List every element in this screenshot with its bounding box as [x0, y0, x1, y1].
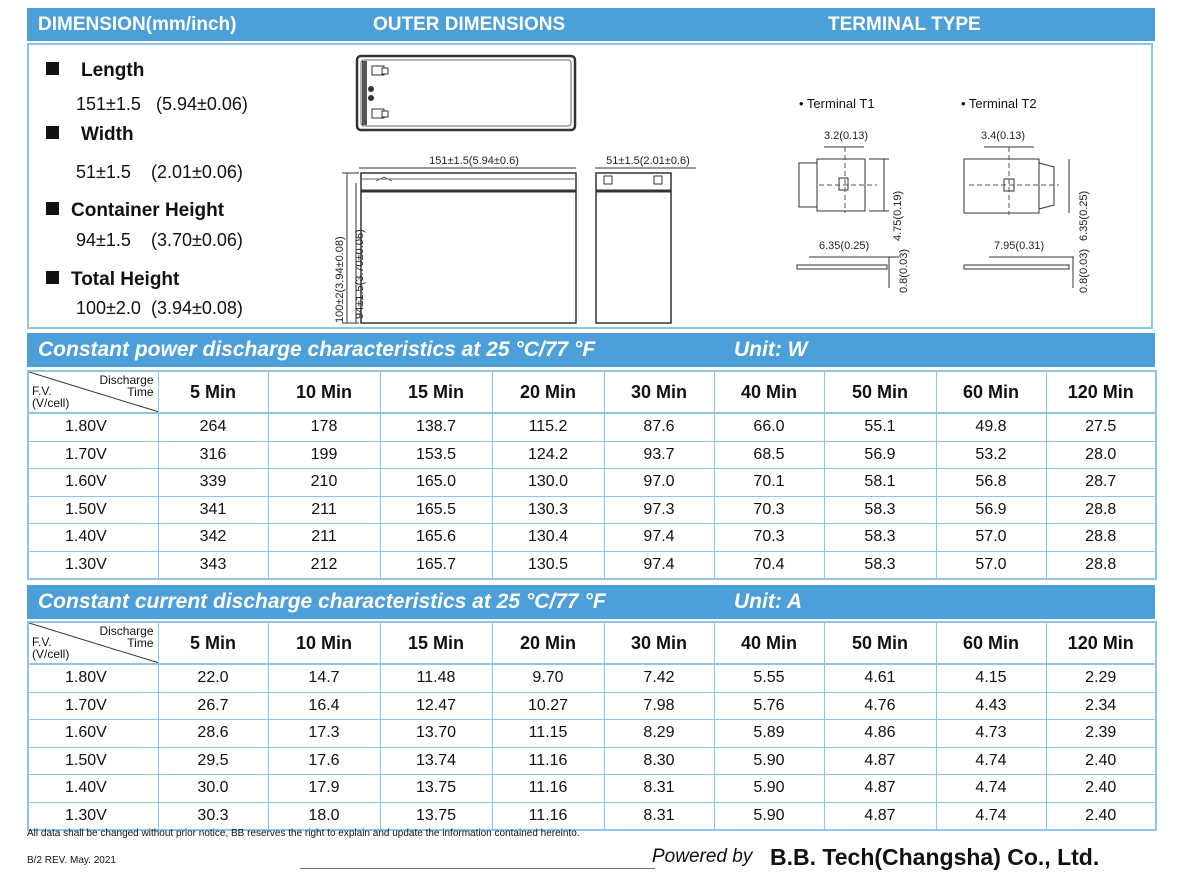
total-height-dimension-label: 100±2(3.94±0.08) [334, 236, 346, 323]
corner-vcell-label: (V/cell) [32, 396, 70, 410]
value-cell: 342 [158, 524, 268, 552]
value-cell: 87.6 [604, 413, 714, 441]
value-cell: 211 [268, 524, 380, 552]
bullet-square-icon [46, 202, 59, 215]
value-cell: 28.0 [1046, 441, 1156, 469]
value-cell: 58.1 [824, 469, 936, 497]
value-cell: 341 [158, 496, 268, 524]
value-cell: 11.15 [492, 720, 604, 748]
bullet-square-icon [46, 271, 59, 284]
table-row [28, 413, 1156, 441]
value-cell: 343 [158, 551, 268, 579]
power-table-title: Constant power discharge characteristics at 25 °C/77 °F [38, 338, 596, 361]
value-cell: 17.6 [268, 747, 380, 775]
value-cell: 70.3 [714, 524, 824, 552]
value-cell: 70.1 [714, 469, 824, 497]
value-cell: 130.5 [492, 551, 604, 579]
value-cell: 7.42 [604, 664, 714, 692]
dim-total-height-value: 100±2.0 (3.94±0.08) [76, 298, 243, 318]
value-cell: 7.98 [604, 692, 714, 720]
corner-discharge-label: Discharge [99, 373, 154, 387]
value-cell: 165.7 [380, 551, 492, 579]
corner-time-label: Time [127, 385, 154, 399]
value-cell: 8.31 [604, 802, 714, 830]
table-row [28, 692, 1156, 720]
fv-cell: 1.50V [28, 496, 158, 524]
corner-fv-label: F.V. [32, 384, 52, 398]
column-header: 30 Min [604, 371, 714, 413]
value-cell: 26.7 [158, 692, 268, 720]
value-cell: 8.30 [604, 747, 714, 775]
fv-cell: 1.40V [28, 524, 158, 552]
value-cell: 57.0 [936, 524, 1046, 552]
dim-total-height-label: Total Height [46, 269, 179, 291]
value-cell: 58.3 [824, 551, 936, 579]
value-cell: 17.3 [268, 720, 380, 748]
battery-front-side-drawing [314, 153, 704, 327]
value-cell: 30.3 [158, 802, 268, 830]
footer-divider [300, 868, 655, 869]
value-cell: 28.6 [158, 720, 268, 748]
t2-width-label: 3.4(0.13) [981, 130, 1026, 142]
value-cell: 18.0 [268, 802, 380, 830]
value-cell: 4.74 [936, 747, 1046, 775]
battery-top-view-drawing [354, 53, 579, 135]
value-cell: 28.7 [1046, 469, 1156, 497]
column-header: 40 Min [714, 622, 824, 664]
value-cell: 13.74 [380, 747, 492, 775]
length-dimension-label: 151±1.5(5.94±0.6) [429, 155, 519, 167]
value-cell: 53.2 [936, 441, 1046, 469]
table-row [28, 496, 1156, 524]
value-cell: 58.3 [824, 496, 936, 524]
value-cell: 58.3 [824, 524, 936, 552]
column-header: 5 Min [158, 371, 268, 413]
footer-notice: All data shall be changed without prior notice, BB reserves the right to explain and update the information contained hereinto. [27, 828, 580, 839]
power-discharge-section-title [27, 333, 1155, 367]
t1-length-label: 6.35(0.25) [819, 240, 870, 252]
value-cell: 27.5 [1046, 413, 1156, 441]
value-cell: 165.6 [380, 524, 492, 552]
column-header: 60 Min [936, 622, 1046, 664]
value-cell: 4.86 [824, 720, 936, 748]
corner-time-label: Time [127, 636, 154, 650]
value-cell: 93.7 [604, 441, 714, 469]
value-cell: 30.0 [158, 775, 268, 803]
value-cell: 66.0 [714, 413, 824, 441]
column-header: 5 Min [158, 622, 268, 664]
value-cell: 70.3 [714, 496, 824, 524]
value-cell: 4.87 [824, 775, 936, 803]
terminal-t2-drawing [959, 123, 1109, 298]
fv-cell: 1.80V [28, 413, 158, 441]
value-cell: 2.34 [1046, 692, 1156, 720]
corner-vcell-label: (V/cell) [32, 647, 70, 661]
fv-cell: 1.70V [28, 441, 158, 469]
value-cell: 28.8 [1046, 496, 1156, 524]
terminal-t1-title: • Terminal T1 [799, 96, 875, 111]
value-cell: 97.4 [604, 524, 714, 552]
dimension-title: DIMENSION(mm/inch) [38, 14, 237, 35]
value-cell: 49.8 [936, 413, 1046, 441]
fv-cell: 1.30V [28, 551, 158, 579]
value-cell: 11.16 [492, 747, 604, 775]
value-cell: 264 [158, 413, 268, 441]
dim-container-height-label: Container Height [46, 200, 224, 222]
table-row [28, 747, 1156, 775]
table-header-row [28, 371, 1156, 413]
value-cell: 5.90 [714, 802, 824, 830]
value-cell: 165.0 [380, 469, 492, 497]
value-cell: 138.7 [380, 413, 492, 441]
value-cell: 165.5 [380, 496, 492, 524]
dim-width-label: Width [46, 124, 134, 146]
value-cell: 16.4 [268, 692, 380, 720]
value-cell: 316 [158, 441, 268, 469]
value-cell: 68.5 [714, 441, 824, 469]
value-cell: 11.16 [492, 802, 604, 830]
value-cell: 2.40 [1046, 802, 1156, 830]
value-cell: 29.5 [158, 747, 268, 775]
value-cell: 13.75 [380, 802, 492, 830]
dimension-header-bar [27, 8, 1155, 41]
value-cell: 210 [268, 469, 380, 497]
t2-thickness-label: 0.8(0.03) [1078, 248, 1090, 293]
fv-cell: 1.40V [28, 775, 158, 803]
dimensions-panel [27, 43, 1153, 329]
table-row [28, 775, 1156, 803]
value-cell: 11.48 [380, 664, 492, 692]
value-cell: 97.3 [604, 496, 714, 524]
value-cell: 56.9 [936, 496, 1046, 524]
fv-cell: 1.30V [28, 802, 158, 830]
column-header: 15 Min [380, 371, 492, 413]
value-cell: 4.87 [824, 747, 936, 775]
t1-width-label: 3.2(0.13) [824, 130, 869, 142]
value-cell: 5.90 [714, 747, 824, 775]
value-cell: 97.4 [604, 551, 714, 579]
table-row [28, 469, 1156, 497]
value-cell: 97.0 [604, 469, 714, 497]
value-cell: 28.8 [1046, 551, 1156, 579]
table-header-row [28, 622, 1156, 664]
column-header: 50 Min [824, 371, 936, 413]
terminal-type-title: TERMINAL TYPE [828, 14, 981, 35]
value-cell: 212 [268, 551, 380, 579]
value-cell: 17.9 [268, 775, 380, 803]
value-cell: 55.1 [824, 413, 936, 441]
value-cell: 2.29 [1046, 664, 1156, 692]
table-row [28, 664, 1156, 692]
value-cell: 9.70 [492, 664, 604, 692]
column-header: 60 Min [936, 371, 1046, 413]
value-cell: 4.87 [824, 802, 936, 830]
column-header: 10 Min [268, 622, 380, 664]
power-table-unit: Unit: W [734, 338, 808, 361]
value-cell: 153.5 [380, 441, 492, 469]
value-cell: 5.55 [714, 664, 824, 692]
value-cell: 14.7 [268, 664, 380, 692]
table-row [28, 551, 1156, 579]
column-header: 40 Min [714, 371, 824, 413]
table-row [28, 802, 1156, 830]
column-header: 120 Min [1046, 371, 1156, 413]
value-cell: 12.47 [380, 692, 492, 720]
value-cell: 5.89 [714, 720, 824, 748]
terminal-t1-drawing [789, 123, 939, 298]
value-cell: 115.2 [492, 413, 604, 441]
value-cell: 2.40 [1046, 747, 1156, 775]
terminal-t2-title: • Terminal T2 [961, 96, 1037, 111]
value-cell: 178 [268, 413, 380, 441]
value-cell: 11.16 [492, 775, 604, 803]
table-row [28, 524, 1156, 552]
value-cell: 4.15 [936, 664, 1046, 692]
outer-dimensions-title: OUTER DIMENSIONS [373, 14, 566, 35]
footer-company-name: B.B. Tech(Changsha) Co., Ltd. [770, 844, 1100, 870]
value-cell: 57.0 [936, 551, 1046, 579]
dim-width-value: 51±1.5 (2.01±0.06) [76, 162, 243, 182]
value-cell: 4.73 [936, 720, 1046, 748]
bullet-square-icon [46, 62, 59, 75]
corner-fv-label: F.V. [32, 635, 52, 649]
value-cell: 56.9 [824, 441, 936, 469]
current-table-title: Constant current discharge characteristics at 25 °C/77 °F [38, 590, 606, 613]
bullet-square-icon [46, 126, 59, 139]
value-cell: 211 [268, 496, 380, 524]
column-header: 20 Min [492, 371, 604, 413]
value-cell: 4.61 [824, 664, 936, 692]
footer-powered-by: Powered by [652, 846, 753, 867]
value-cell: 10.27 [492, 692, 604, 720]
value-cell: 56.8 [936, 469, 1046, 497]
value-cell: 4.76 [824, 692, 936, 720]
t1-thickness-label: 0.8(0.03) [898, 248, 910, 293]
value-cell: 199 [268, 441, 380, 469]
current-discharge-table [27, 621, 1157, 831]
current-discharge-section-title [27, 585, 1155, 619]
footer-revision: B/2 REV. May. 2021 [27, 855, 116, 866]
column-header: 10 Min [268, 371, 380, 413]
fv-cell: 1.80V [28, 664, 158, 692]
column-header: 120 Min [1046, 622, 1156, 664]
width-dimension-label: 51±1.5(2.01±0.6) [606, 155, 690, 167]
dim-length-value: 151±1.5 (5.94±0.06) [76, 94, 248, 114]
column-header: 20 Min [492, 622, 604, 664]
value-cell: 5.90 [714, 775, 824, 803]
value-cell: 130.4 [492, 524, 604, 552]
value-cell: 2.39 [1046, 720, 1156, 748]
column-header: 50 Min [824, 622, 936, 664]
fv-cell: 1.60V [28, 720, 158, 748]
value-cell: 2.40 [1046, 775, 1156, 803]
value-cell: 13.75 [380, 775, 492, 803]
dim-length-label: Length [46, 60, 144, 82]
value-cell: 4.74 [936, 775, 1046, 803]
t2-length-label: 7.95(0.31) [994, 240, 1045, 252]
value-cell: 4.74 [936, 802, 1046, 830]
value-cell: 70.4 [714, 551, 824, 579]
power-discharge-table [27, 370, 1157, 580]
table-corner-cell [28, 371, 158, 413]
table-corner-cell [28, 622, 158, 664]
value-cell: 13.70 [380, 720, 492, 748]
fv-cell: 1.60V [28, 469, 158, 497]
value-cell: 8.29 [604, 720, 714, 748]
value-cell: 124.2 [492, 441, 604, 469]
value-cell: 4.43 [936, 692, 1046, 720]
t2-height-label: 6.35(0.25) [1078, 190, 1090, 241]
column-header: 15 Min [380, 622, 492, 664]
value-cell: 130.3 [492, 496, 604, 524]
fv-cell: 1.70V [28, 692, 158, 720]
value-cell: 8.31 [604, 775, 714, 803]
corner-discharge-label: Discharge [99, 624, 154, 638]
table-row [28, 441, 1156, 469]
value-cell: 339 [158, 469, 268, 497]
container-height-dimension-label: 94±1.5(3.70±0.06) [354, 229, 366, 319]
fv-cell: 1.50V [28, 747, 158, 775]
column-header: 30 Min [604, 622, 714, 664]
dim-container-height-value: 94±1.5 (3.70±0.06) [76, 230, 243, 250]
t1-height-label: 4.75(0.19) [892, 190, 904, 241]
table-row [28, 720, 1156, 748]
value-cell: 22.0 [158, 664, 268, 692]
value-cell: 28.8 [1046, 524, 1156, 552]
value-cell: 5.76 [714, 692, 824, 720]
current-table-unit: Unit: A [734, 590, 803, 613]
value-cell: 130.0 [492, 469, 604, 497]
